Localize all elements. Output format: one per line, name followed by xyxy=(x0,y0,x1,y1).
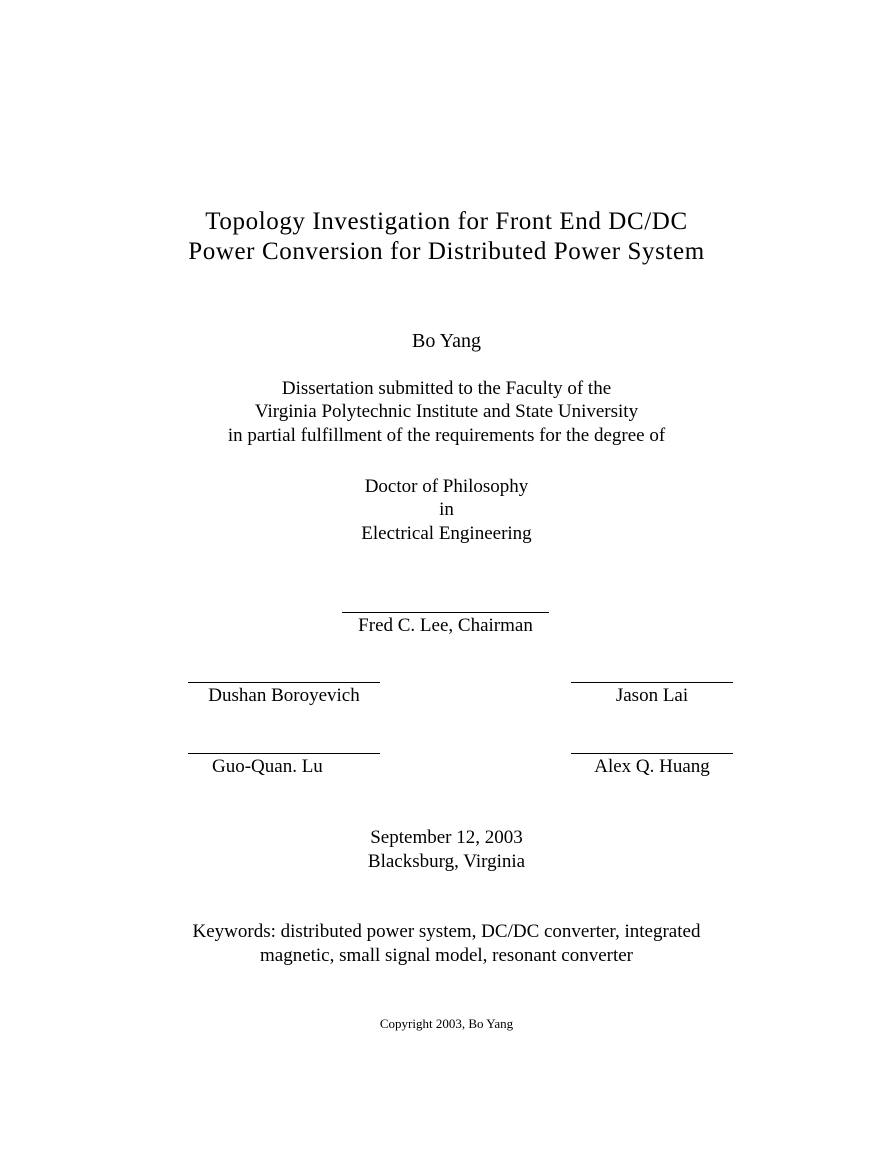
title-line-1: Topology Investigation for Front End DC/DC xyxy=(205,208,688,235)
keywords-line-2: magnetic, small signal model, resonant converter xyxy=(259,945,634,966)
author-name: Bo Yang xyxy=(412,330,481,352)
signature-line xyxy=(571,682,733,683)
degree-line-1: Doctor of Philosophy xyxy=(364,476,529,497)
member-name-2: Jason Lai xyxy=(615,685,689,706)
chair-name: Fred C. Lee, Chairman xyxy=(358,615,533,636)
signature-member-4 xyxy=(571,753,733,778)
member-name-1: Dushan Boroyevich xyxy=(208,685,360,706)
date: September 12, 2003 xyxy=(370,827,523,848)
submission-line-1: Dissertation submitted to the Faculty of the xyxy=(281,378,612,399)
member-name-4: Alex Q. Huang xyxy=(594,756,710,777)
signature-line xyxy=(188,753,380,754)
signature-line xyxy=(571,753,733,754)
degree-line-3: Electrical Engineering xyxy=(361,523,532,544)
signature-member-1 xyxy=(188,682,380,707)
signature-chair xyxy=(342,612,549,637)
signature-member-3 xyxy=(188,753,380,778)
signature-member-2 xyxy=(571,682,733,707)
signature-line xyxy=(342,612,549,613)
signature-line xyxy=(188,682,380,683)
location: Blacksburg, Virginia xyxy=(367,851,526,872)
copyright: Copyright 2003, Bo Yang xyxy=(379,1016,514,1031)
title-line-2: Power Conversion for Distributed Power System xyxy=(188,238,705,265)
submission-line-3: in partial fulfillment of the requirements for the degree of xyxy=(227,425,666,446)
keywords-line-1: Keywords: distributed power system, DC/DC converter, integrated xyxy=(192,921,701,942)
degree-line-2: in xyxy=(439,499,454,520)
member-name-3: Guo-Quan. Lu xyxy=(212,756,323,777)
submission-line-2: Virginia Polytechnic Institute and State University xyxy=(254,401,639,422)
